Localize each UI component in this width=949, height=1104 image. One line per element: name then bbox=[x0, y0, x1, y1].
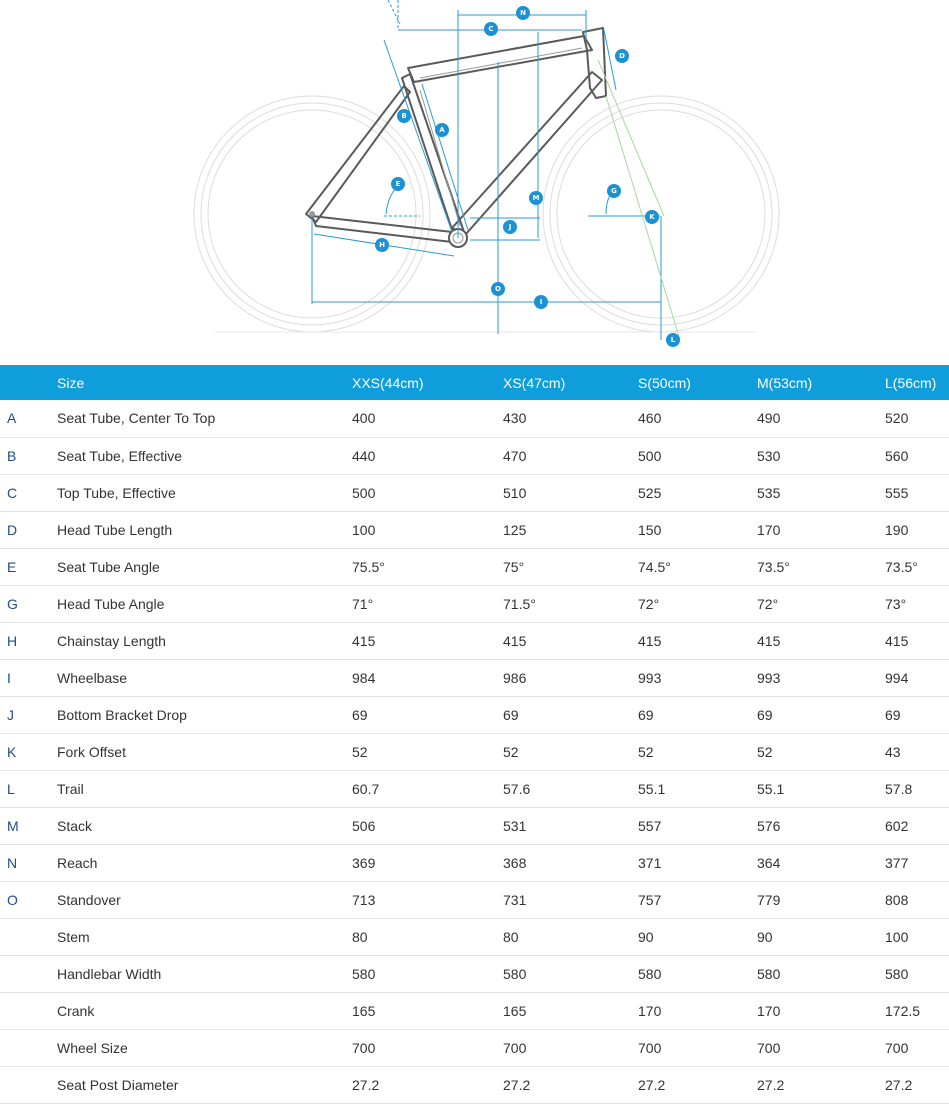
table-row bbox=[0, 807, 949, 844]
header-m: M(53cm) bbox=[757, 365, 885, 400]
row-value: 400 bbox=[352, 400, 503, 437]
row-value: 165 bbox=[503, 992, 638, 1029]
row-value: 190 bbox=[885, 511, 949, 548]
row-measurement-name: Trail bbox=[57, 770, 352, 807]
row-value: 170 bbox=[757, 511, 885, 548]
row-value: 100 bbox=[352, 511, 503, 548]
row-value: 43 bbox=[885, 733, 949, 770]
row-measurement-name: Seat Tube, Center To Top bbox=[57, 400, 352, 437]
row-value: 74.5° bbox=[638, 548, 757, 585]
row-value: 520 bbox=[885, 400, 949, 437]
table-row bbox=[0, 733, 949, 770]
row-value: 700 bbox=[757, 1029, 885, 1066]
row-value: 27.2 bbox=[503, 1066, 638, 1103]
table-row bbox=[0, 955, 949, 992]
marker-K bbox=[645, 210, 659, 224]
svg-text:N: N bbox=[520, 9, 526, 17]
row-value: 165 bbox=[352, 992, 503, 1029]
row-value: 73.5° bbox=[757, 548, 885, 585]
row-value: 371 bbox=[638, 844, 757, 881]
row-value: 57.8 bbox=[885, 770, 949, 807]
row-value: 27.2 bbox=[352, 1066, 503, 1103]
row-value: 700 bbox=[503, 1029, 638, 1066]
row-measurement-name: Head Tube Length bbox=[57, 511, 352, 548]
row-code: L bbox=[0, 770, 57, 807]
row-measurement-name: Stem bbox=[57, 918, 352, 955]
svg-text:M: M bbox=[532, 194, 540, 202]
header-xs: XS(47cm) bbox=[503, 365, 638, 400]
table-row bbox=[0, 992, 949, 1029]
header-code bbox=[0, 365, 57, 400]
header-size: Size bbox=[57, 365, 352, 400]
row-value: 506 bbox=[352, 807, 503, 844]
row-code: J bbox=[0, 696, 57, 733]
row-value: 602 bbox=[885, 807, 949, 844]
table-row bbox=[0, 844, 949, 881]
row-value: 535 bbox=[757, 474, 885, 511]
table-header bbox=[0, 365, 949, 400]
table-row bbox=[0, 881, 949, 918]
row-value: 72° bbox=[638, 585, 757, 622]
row-value: 377 bbox=[885, 844, 949, 881]
row-value: 170 bbox=[638, 992, 757, 1029]
row-value: 440 bbox=[352, 437, 503, 474]
row-value: 369 bbox=[352, 844, 503, 881]
row-value: 460 bbox=[638, 400, 757, 437]
row-value: 555 bbox=[885, 474, 949, 511]
row-value: 994 bbox=[885, 659, 949, 696]
table-row bbox=[0, 511, 949, 548]
row-code: G bbox=[0, 585, 57, 622]
header-l: L(56cm) bbox=[885, 365, 949, 400]
row-value: 57.6 bbox=[503, 770, 638, 807]
row-value: 71° bbox=[352, 585, 503, 622]
row-value: 55.1 bbox=[638, 770, 757, 807]
row-measurement-name: Seat Tube, Effective bbox=[57, 437, 352, 474]
row-value: 986 bbox=[503, 659, 638, 696]
row-value: 27.2 bbox=[638, 1066, 757, 1103]
row-value: 580 bbox=[503, 955, 638, 992]
row-value: 500 bbox=[638, 437, 757, 474]
row-value: 75° bbox=[503, 548, 638, 585]
row-measurement-name: Bottom Bracket Drop bbox=[57, 696, 352, 733]
row-value: 757 bbox=[638, 881, 757, 918]
row-value: 52 bbox=[757, 733, 885, 770]
row-measurement-name: Handlebar Width bbox=[57, 955, 352, 992]
row-value: 700 bbox=[638, 1029, 757, 1066]
table-row bbox=[0, 770, 949, 807]
table-row bbox=[0, 696, 949, 733]
marker-O bbox=[491, 282, 505, 296]
row-value: 731 bbox=[503, 881, 638, 918]
row-value: 364 bbox=[757, 844, 885, 881]
table-row bbox=[0, 548, 949, 585]
row-value: 415 bbox=[638, 622, 757, 659]
row-value: 150 bbox=[638, 511, 757, 548]
row-value: 90 bbox=[638, 918, 757, 955]
row-value: 580 bbox=[638, 955, 757, 992]
bike-frame-diagram bbox=[0, 0, 949, 365]
table-row bbox=[0, 1029, 949, 1066]
marker-L bbox=[666, 333, 680, 347]
row-value: 69 bbox=[757, 696, 885, 733]
row-value: 27.2 bbox=[885, 1066, 949, 1103]
row-value: 69 bbox=[352, 696, 503, 733]
row-value: 580 bbox=[885, 955, 949, 992]
row-code bbox=[0, 1029, 57, 1066]
header-xxs: XXS(44cm) bbox=[352, 365, 503, 400]
row-value: 525 bbox=[638, 474, 757, 511]
geometry-table bbox=[0, 365, 949, 1104]
row-value: 993 bbox=[757, 659, 885, 696]
svg-text:G: G bbox=[611, 187, 617, 195]
row-code: K bbox=[0, 733, 57, 770]
marker-N bbox=[516, 6, 530, 20]
row-measurement-name: Crank bbox=[57, 992, 352, 1029]
row-measurement-name: Top Tube, Effective bbox=[57, 474, 352, 511]
row-value: 580 bbox=[757, 955, 885, 992]
row-value: 500 bbox=[352, 474, 503, 511]
row-value: 430 bbox=[503, 400, 638, 437]
row-value: 90 bbox=[757, 918, 885, 955]
row-value: 72° bbox=[757, 585, 885, 622]
table-row bbox=[0, 400, 949, 437]
row-value: 415 bbox=[757, 622, 885, 659]
row-measurement-name: Seat Tube Angle bbox=[57, 548, 352, 585]
row-value: 55.1 bbox=[757, 770, 885, 807]
row-value: 27.2 bbox=[757, 1066, 885, 1103]
marker-G bbox=[607, 184, 621, 198]
row-value: 71.5° bbox=[503, 585, 638, 622]
row-value: 100 bbox=[885, 918, 949, 955]
svg-text:H: H bbox=[379, 241, 385, 249]
svg-text:D: D bbox=[619, 52, 625, 60]
marker-D bbox=[615, 49, 629, 63]
row-measurement-name: Chainstay Length bbox=[57, 622, 352, 659]
row-code: A bbox=[0, 400, 57, 437]
row-measurement-name: Wheel Size bbox=[57, 1029, 352, 1066]
row-value: 69 bbox=[638, 696, 757, 733]
row-code: N bbox=[0, 844, 57, 881]
row-value: 808 bbox=[885, 881, 949, 918]
row-value: 576 bbox=[757, 807, 885, 844]
table-row bbox=[0, 622, 949, 659]
row-value: 779 bbox=[757, 881, 885, 918]
row-value: 80 bbox=[503, 918, 638, 955]
row-value: 713 bbox=[352, 881, 503, 918]
row-code bbox=[0, 918, 57, 955]
table-row bbox=[0, 437, 949, 474]
row-value: 415 bbox=[352, 622, 503, 659]
table-body bbox=[0, 400, 949, 1103]
row-code: C bbox=[0, 474, 57, 511]
svg-text:J: J bbox=[508, 223, 512, 231]
row-measurement-name: Standover bbox=[57, 881, 352, 918]
marker-E bbox=[391, 177, 405, 191]
svg-text:E: E bbox=[395, 180, 401, 188]
svg-text:O: O bbox=[495, 285, 501, 293]
svg-text:K: K bbox=[649, 213, 655, 221]
row-value: 415 bbox=[885, 622, 949, 659]
svg-text:B: B bbox=[401, 112, 407, 120]
row-measurement-name: Head Tube Angle bbox=[57, 585, 352, 622]
marker-J bbox=[503, 220, 517, 234]
svg-text:A: A bbox=[439, 126, 445, 134]
row-value: 490 bbox=[757, 400, 885, 437]
marker-C bbox=[484, 22, 498, 36]
row-value: 470 bbox=[503, 437, 638, 474]
row-code: E bbox=[0, 548, 57, 585]
row-code: D bbox=[0, 511, 57, 548]
row-value: 993 bbox=[638, 659, 757, 696]
row-code bbox=[0, 992, 57, 1029]
marker-B bbox=[397, 109, 411, 123]
row-value: 52 bbox=[503, 733, 638, 770]
row-measurement-name: Reach bbox=[57, 844, 352, 881]
marker-A bbox=[435, 123, 449, 137]
marker-I bbox=[534, 295, 548, 309]
row-value: 52 bbox=[352, 733, 503, 770]
row-value: 80 bbox=[352, 918, 503, 955]
table-row bbox=[0, 585, 949, 622]
row-measurement-name: Stack bbox=[57, 807, 352, 844]
geometry-diagram bbox=[0, 0, 949, 365]
row-value: 984 bbox=[352, 659, 503, 696]
row-value: 172.5 bbox=[885, 992, 949, 1029]
row-value: 73° bbox=[885, 585, 949, 622]
row-value: 73.5° bbox=[885, 548, 949, 585]
row-measurement-name: Wheelbase bbox=[57, 659, 352, 696]
row-value: 125 bbox=[503, 511, 638, 548]
table-row bbox=[0, 918, 949, 955]
row-value: 69 bbox=[885, 696, 949, 733]
row-code: H bbox=[0, 622, 57, 659]
frame bbox=[306, 28, 606, 247]
row-code: M bbox=[0, 807, 57, 844]
row-value: 69 bbox=[503, 696, 638, 733]
row-value: 75.5° bbox=[352, 548, 503, 585]
row-value: 510 bbox=[503, 474, 638, 511]
table-row bbox=[0, 474, 949, 511]
row-value: 700 bbox=[352, 1029, 503, 1066]
svg-text:L: L bbox=[670, 336, 676, 344]
row-value: 52 bbox=[638, 733, 757, 770]
row-value: 560 bbox=[885, 437, 949, 474]
table-row bbox=[0, 659, 949, 696]
row-value: 531 bbox=[503, 807, 638, 844]
marker-H bbox=[375, 238, 389, 252]
row-code: O bbox=[0, 881, 57, 918]
table-row bbox=[0, 1066, 949, 1103]
row-code bbox=[0, 1066, 57, 1103]
row-measurement-name: Fork Offset bbox=[57, 733, 352, 770]
marker-M bbox=[529, 191, 543, 205]
row-value: 557 bbox=[638, 807, 757, 844]
row-code: I bbox=[0, 659, 57, 696]
row-code bbox=[0, 955, 57, 992]
row-value: 700 bbox=[885, 1029, 949, 1066]
row-value: 170 bbox=[757, 992, 885, 1029]
row-measurement-name: Seat Post Diameter bbox=[57, 1066, 352, 1103]
row-value: 415 bbox=[503, 622, 638, 659]
row-value: 368 bbox=[503, 844, 638, 881]
row-code: B bbox=[0, 437, 57, 474]
row-value: 60.7 bbox=[352, 770, 503, 807]
row-value: 530 bbox=[757, 437, 885, 474]
header-s: S(50cm) bbox=[638, 365, 757, 400]
svg-text:I: I bbox=[539, 298, 543, 306]
row-value: 580 bbox=[352, 955, 503, 992]
svg-text:C: C bbox=[488, 25, 494, 33]
